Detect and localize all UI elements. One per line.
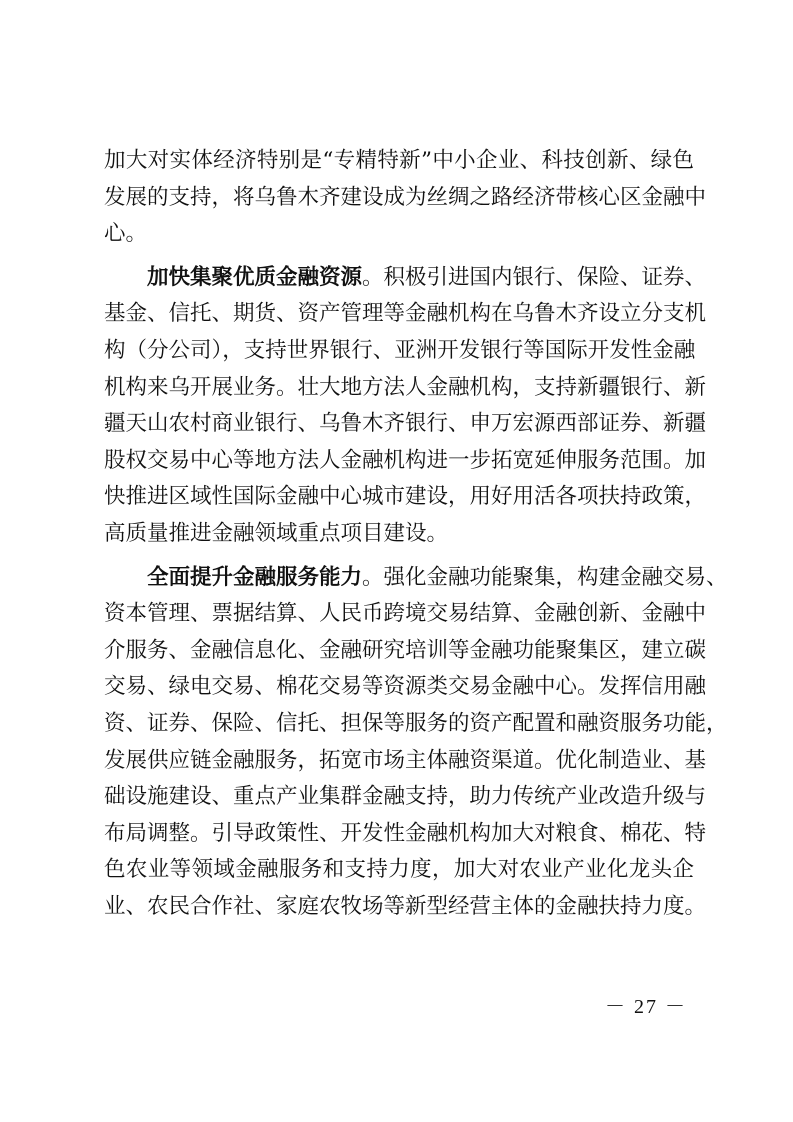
text-line: 布局调整。引导政策性、开发性金融机构加大对粮食、棉花、特 (104, 820, 707, 846)
text-line: 发展供应链金融服务，拓宽市场主体融资渠道。优化制造业、基 (104, 747, 707, 773)
text-line: 心。 (104, 221, 148, 247)
text-line: 介服务、金融信息化、金融研究培训等金融功能聚集区，建立碳 (104, 637, 707, 663)
text-line: 资、证券、保险、信托、担保等服务的资产配置和融资服务功能， (104, 710, 728, 736)
text-line: 础设施建设、重点产业集群金融支持，助力传统产业改造升级与 (104, 784, 707, 810)
text-line: 资本管理、票据结算、人民币跨境交易结算、金融创新、金融中 (104, 601, 707, 627)
text-line (104, 560, 728, 597)
text-line: 股权交易中心等地方法人金融机构进一步拓宽延伸服务范围。加 (104, 447, 707, 473)
text-span: 。强化金融功能聚集，构建金融交易、 (362, 564, 728, 590)
text-line: 加大对实体经济特别是“专精特新”中小企业、科技创新、绿色 (104, 148, 694, 173)
text-line: 色农业等领域金融服务和支持力度，加大对农业产业化龙头企 (104, 857, 694, 883)
document-body (104, 143, 728, 925)
text-line (104, 260, 707, 297)
text-line: 基金、信托、期货、资产管理等金融机构在乌鲁木齐设立分支机 (104, 301, 707, 327)
paragraph-3 (104, 560, 728, 926)
text-span: 。积极引进国内银行、保险、证券、 (362, 264, 707, 290)
text-line: 疆天山农村商业银行、乌鲁木齐银行、申万宏源西部证券、新疆 (104, 411, 707, 437)
paragraph-2 (104, 260, 707, 553)
text-line: 交易、绿电交易、棉花交易等资源类交易金融中心。发挥信用融 (104, 674, 707, 700)
text-line: 发展的支持，将乌鲁木齐建设成为丝绸之路经济带核心区金融中 (104, 184, 707, 210)
text-line: 快推进区域性国际金融中心城市建设，用好用活各项扶持政策， (104, 484, 707, 510)
paragraph-heading: 全面提升金融服务能力 (147, 564, 363, 590)
text-line: 业、农民合作社、家庭农牧场等新型经营主体的金融扶持力度。 (104, 893, 707, 919)
paragraph-heading: 加快集聚优质金融资源 (147, 264, 363, 290)
text-line: 构（分公司），支持世界银行、亚洲开发银行等国际开发性金融 (104, 337, 696, 363)
text-line: 机构来乌开展业务。壮大地方法人金融机构，支持新疆银行、新 (104, 374, 707, 400)
page-number: － 27 － (605, 996, 687, 1018)
paragraph-1 (104, 143, 707, 253)
text-line: 高质量推进金融领域重点项目建设。 (104, 520, 449, 546)
